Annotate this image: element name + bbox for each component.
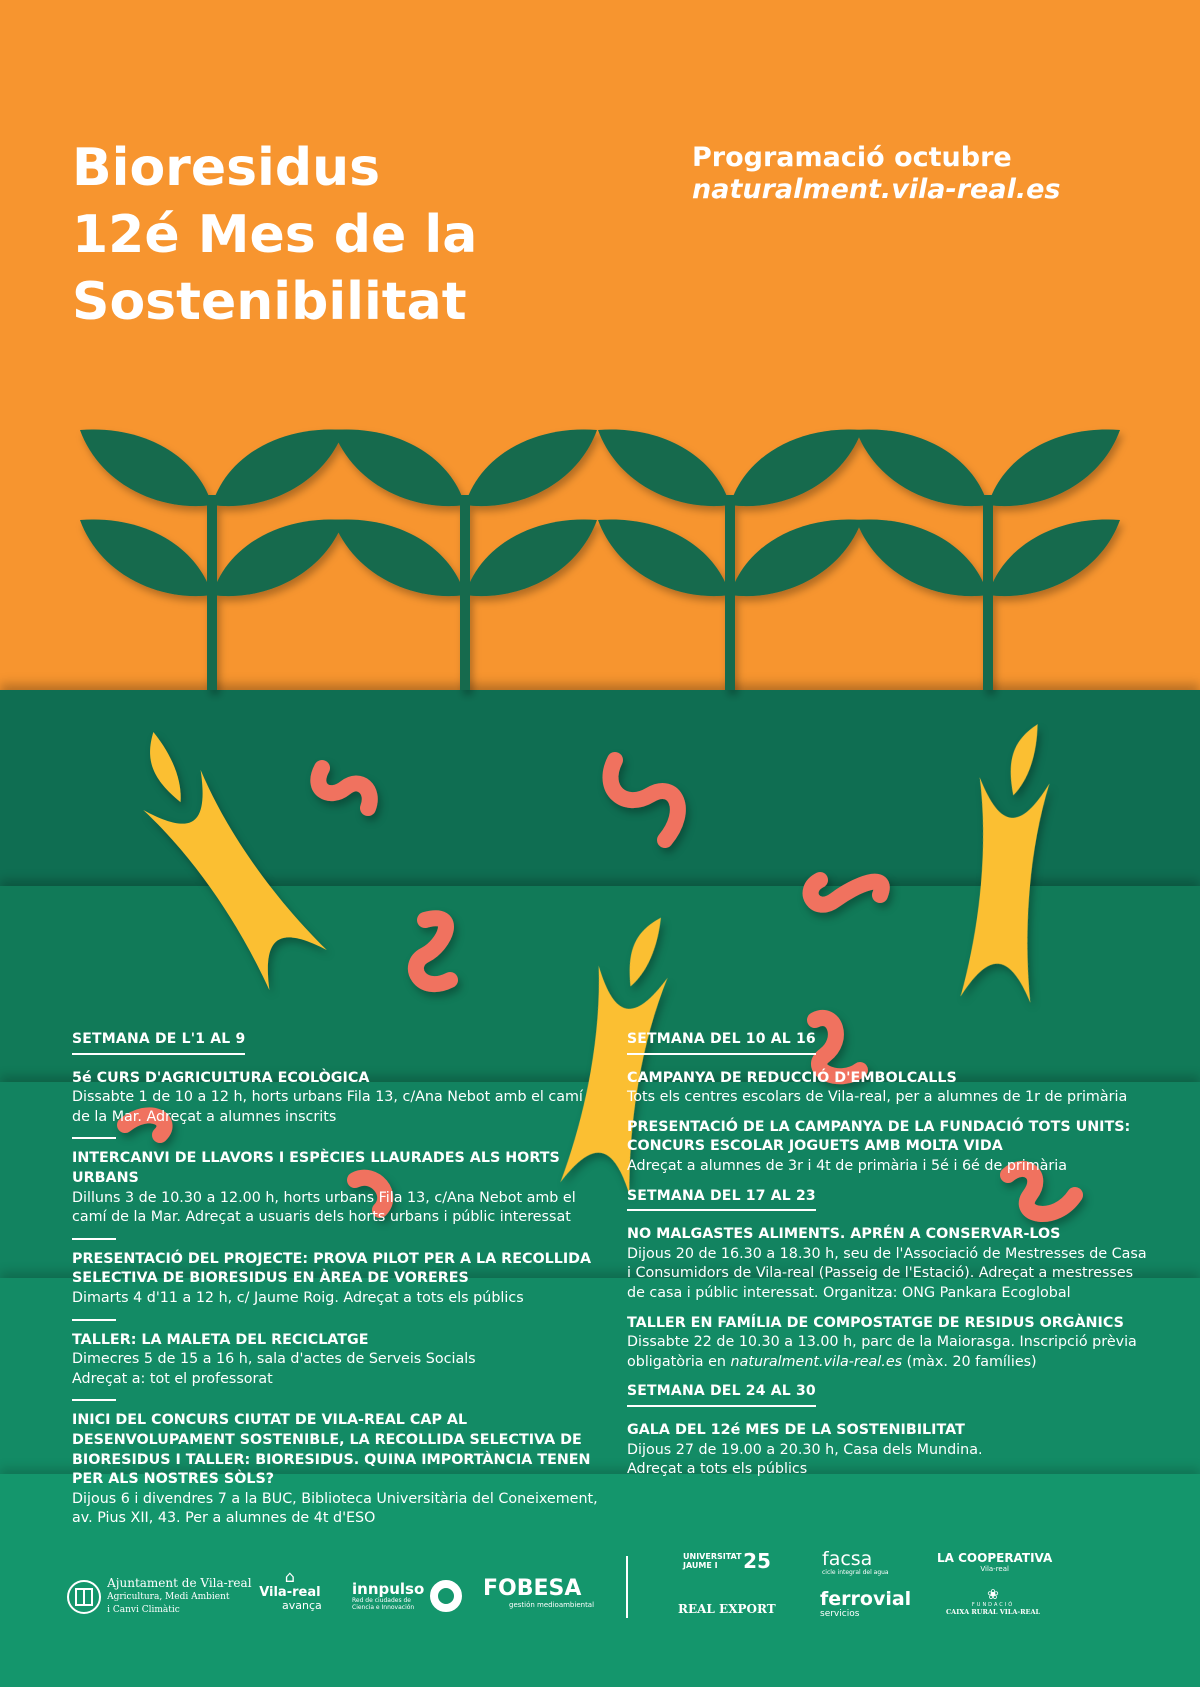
event-item — [627, 1225, 1147, 1303]
ferrovial-logo — [820, 1590, 911, 1619]
event-details: Dimarts 4 d'11 a 12 h, c/ Jaume Roig. Adreçat a tots els públics — [72, 1289, 524, 1306]
poster-title — [72, 135, 477, 336]
event-details: Dijous 20 de 16.30 a 18.30 h, seu de l'Associació de Mestresses de Casa i Consumidors de Vila-real (Passeig de l'Estació). Adreçat a mestresses de casa i públic interessat. Organitza: ONG Pankara Ecoglobal — [627, 1245, 1147, 1301]
worm-2 — [610, 760, 677, 840]
cooperativa-name: LA COOPERATIVA — [937, 1551, 1053, 1565]
worm-1 — [318, 768, 369, 808]
sponsor-logos — [0, 1535, 1200, 1635]
divider-rule — [72, 1137, 116, 1139]
cooperativa-logo — [937, 1552, 1052, 1573]
vilareal-avanca-logo — [258, 1567, 322, 1612]
event-item — [72, 1331, 600, 1390]
week-heading: SETMANA DEL 24 AL 30 — [627, 1382, 816, 1407]
worm-3 — [811, 880, 882, 905]
vilareal-icon: ⌂ — [284, 1567, 295, 1586]
ferrovial-sub: servicios — [820, 1609, 860, 1619]
event-item — [72, 1411, 600, 1529]
caixarural-label: FUNDACIÓ — [971, 1602, 1015, 1608]
sprout-4 — [856, 429, 1120, 690]
event-title: CAMPANYA DE REDUCCIÓ D'EMBOLCALLS — [627, 1069, 957, 1086]
program-label: Programació octubre — [692, 142, 1012, 173]
city-crest-icon — [66, 1579, 102, 1615]
event-audience: Adreçat a: tot el professorat — [72, 1370, 273, 1387]
event-item — [627, 1314, 1147, 1373]
event-item — [72, 1069, 600, 1128]
week-heading: SETMANA DE L'1 AL 9 — [72, 1030, 245, 1055]
event-audience: Adreçat a tots els públics — [627, 1461, 808, 1478]
title-line-1: Bioresidus — [72, 138, 381, 198]
event-item — [627, 1118, 1147, 1177]
event-details: Tots els centres escolars de Vila-real, per a alumnes de 1r de primària — [627, 1089, 1128, 1106]
realexport-name: REAL EXPORT — [678, 1602, 776, 1616]
program-header — [692, 142, 1060, 206]
ajuntament-sub2: i Canvi Climàtic — [107, 1605, 180, 1615]
sponsor-divider — [626, 1556, 628, 1618]
event-title: NO MALGASTES ALIMENTS. APRÉN A CONSERVAR-LOS — [627, 1226, 1061, 1243]
event-item — [72, 1149, 600, 1227]
event-details: Dijous 27 de 19.00 a 20.30 h, Casa dels Mundina. — [627, 1441, 983, 1458]
event-title: PRESENTACIÓ DE LA CAMPANYA DE LA FUNDACIÓ TOTS UNITS: CONCURS ESCOLAR JOGUETS AMB MOLTA VIDA — [627, 1118, 1131, 1155]
cooperativa-sub: Vila-real — [980, 1565, 1009, 1573]
caixarural-logo — [946, 1588, 1040, 1616]
innpulso-sub: Red de ciudades de Ciencia e Innovación — [352, 1597, 415, 1611]
innpulso-logo — [352, 1579, 463, 1613]
worm-4 — [416, 918, 450, 984]
divider-rule — [72, 1238, 116, 1240]
ajuntament-name: Ajuntament de Vila-real — [107, 1576, 252, 1590]
event-title: INICI DEL CONCURS CIUTAT DE VILA-REAL CAP AL DESENVOLUPAMENT SOSTENIBLE, LA RECOLLIDA SELECTIVA DE BIORESIDUS I TALLER: BIORESIDUS. QUINA IMPORTÀNCIA TENEN PER ALS NOSTRES SÒLS? — [72, 1412, 591, 1488]
title-line-3: Sostenibilitat — [72, 272, 467, 332]
fobesa-sub: gestión medioambiental — [509, 1601, 595, 1609]
vilareal-name: Vila-real — [259, 1585, 321, 1600]
week-heading: SETMANA DEL 17 AL 23 — [627, 1187, 816, 1212]
event-details-tail: (màx. 20 famílies) — [902, 1353, 1037, 1370]
event-details: Adreçat a alumnes de 3r i 4t de primària i 5é i 6é de primària — [627, 1157, 1068, 1174]
event-details: Dijous 6 i divendres 7 a la BUC, Biblioteca Universitària del Coneixement, av. Pius XII, 43. Per a alumnes de 4t d'ESO — [72, 1490, 598, 1527]
fobesa-name: FOBESA — [483, 1576, 582, 1601]
event-title: GALA DEL 12é MES DE LA SOSTENIBILITAT — [627, 1421, 965, 1438]
sprouts — [80, 429, 1120, 690]
title-line-2: 12é Mes de la — [72, 205, 478, 265]
event-details: Dimecres 5 de 15 a 16 h, sala d'actes de Serveis Socials — [72, 1351, 476, 1368]
event-item — [627, 1069, 1147, 1108]
week-heading: SETMANA DEL 10 AL 16 — [627, 1030, 816, 1055]
event-title: 5é CURS D'AGRICULTURA ECOLÒGICA — [72, 1069, 370, 1086]
event-item — [72, 1250, 600, 1309]
realexport-logo — [678, 1598, 776, 1617]
uji-anniversary: 25 — [743, 1549, 771, 1573]
schedule-column-1 — [72, 1030, 600, 1539]
ferrovial-name: ferrovial — [820, 1588, 912, 1610]
registration-link[interactable]: naturalment.vila-real.es — [730, 1353, 903, 1370]
ajuntament-logo — [66, 1577, 252, 1616]
innpulso-name: innpulso — [352, 1580, 425, 1598]
event-title: TALLER: LA MALETA DEL RECICLATGE — [72, 1331, 369, 1348]
divider-rule — [72, 1399, 116, 1401]
caixarural-icon: ❀ — [987, 1587, 999, 1603]
schedule-column-2 — [627, 1030, 1147, 1490]
event-details: Dissabte 1 de 10 a 12 h, horts urbans Fila 13, c/Ana Nebot amb el camí de la Mar. Adreçat a alumnes inscrits — [72, 1089, 583, 1125]
sprout-2 — [333, 429, 597, 690]
caixarural-name: CAIXA RURAL VILA-REAL — [946, 1608, 1041, 1616]
event-details-text: Dissabte 22 de 10.30 a 13.00 h, parc de la Maiorasga. Inscripció prèvia obligatòria en — [627, 1334, 1137, 1370]
event-details: Dilluns 3 de 10.30 a 12.00 h, horts urbans Fila 13, c/Ana Nebot amb el camí de la Mar. Adreçat a usuaris dels horts urbans i públic interessat — [72, 1189, 576, 1226]
website-link[interactable]: naturalment.vila-real.es — [692, 174, 1061, 205]
event-title: PRESENTACIÓ DEL PROJECTE: PROVA PILOT PER A LA RECOLLIDA SELECTIVA DE BIORESIDUS EN ÀREA DE VORERES — [72, 1250, 592, 1287]
uji-logo — [683, 1549, 771, 1573]
facsa-name: facsa — [822, 1548, 873, 1570]
sprout-3 — [598, 429, 862, 690]
facsa-logo — [822, 1549, 889, 1576]
fobesa-logo — [483, 1577, 594, 1609]
uji-name: UNIVERSITAT JAUME I — [683, 1552, 742, 1570]
ajuntament-sub1: Agricultura, Medi Ambient — [107, 1592, 230, 1602]
event-title: TALLER EN FAMÍLIA DE COMPOSTATGE DE RESIDUS ORGÀNICS — [627, 1314, 1124, 1331]
event-item — [627, 1421, 1147, 1480]
facsa-sub: cicle integral del agua — [822, 1569, 889, 1576]
event-title: INTERCANVI DE LLAVORS I ESPÈCIES LLAURADES ALS HORTS URBANS — [72, 1150, 560, 1186]
event-details — [627, 1333, 1147, 1372]
innpulso-ring-icon — [429, 1579, 463, 1613]
vilareal-sub: avança — [282, 1599, 322, 1612]
apple-core-3 — [961, 720, 1055, 1003]
sprout-1 — [80, 429, 344, 690]
apple-core-1 — [110, 722, 327, 990]
divider-rule — [72, 1319, 116, 1321]
